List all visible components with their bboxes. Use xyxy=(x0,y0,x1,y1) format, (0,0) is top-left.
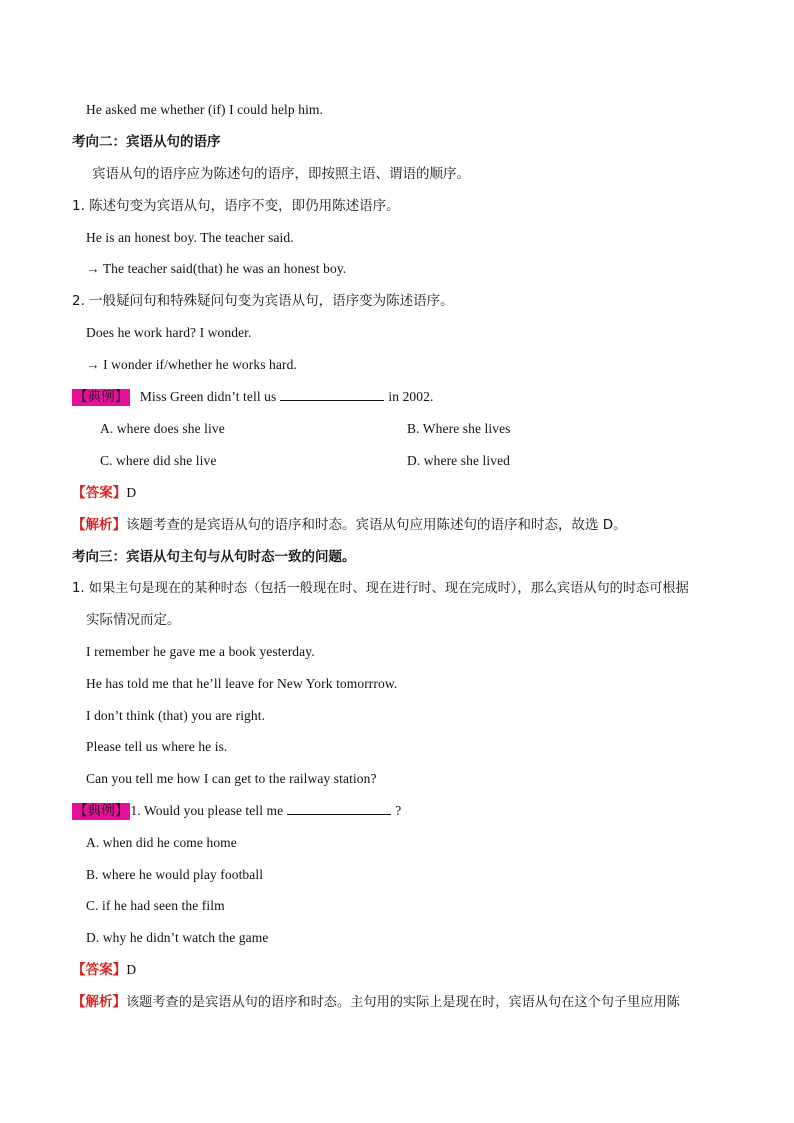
answer-tag: 【答案】 xyxy=(72,485,127,501)
example-sentence: He has told me that he’ll leave for New York tomorrrow. xyxy=(86,676,398,691)
example-sentence: He asked me whether (if) I could help him. xyxy=(86,102,323,117)
question-text: 1. Would you please tell me xyxy=(130,803,284,818)
example-sentence: I remember he gave me a book yesterday. xyxy=(86,644,315,659)
section-heading-3: 考向三：宾语从句主句与从句时态一致的问题。 xyxy=(72,549,356,565)
analysis-text: 该题考查的是宾语从句的语序和时态。主句用的实际上是现在时，宾语从句在这个句子里应用陈 xyxy=(126,995,680,1010)
option-a: A. where does she live xyxy=(100,421,225,436)
option-b: B. where he would play football xyxy=(86,867,264,882)
option-c: C. if he had seen the film xyxy=(86,898,225,913)
analysis-tag: 【解析】 xyxy=(72,994,126,1010)
example-question-2 xyxy=(72,802,401,820)
analysis-text: 该题考查的是宾语从句的语序和时态。宾语从句应用陈述句的语序和时态，故选 D。 xyxy=(126,517,627,533)
option-b: B. Where she lives xyxy=(407,421,511,436)
example-sentence: → The teacher said(that) he was an honest boy. xyxy=(86,261,347,276)
example-question-1 xyxy=(72,388,433,406)
analysis-tag: 【解析】 xyxy=(72,517,126,533)
answer-blank xyxy=(280,388,384,401)
paragraph: 宾语从句的语序应为陈述句的语序，即按照主语、谓语的顺序。 xyxy=(92,166,470,182)
example-tag: 【典例】 xyxy=(74,389,129,405)
rule-item-1: 1. 陈述句变为宾语从句，语序不变，即仍用陈述语序。 xyxy=(72,198,400,214)
question-text: in 2002. xyxy=(388,389,434,404)
option-c: C. where did she live xyxy=(100,453,217,468)
answer-line-2 xyxy=(72,961,136,979)
answer-tag: 【答案】 xyxy=(72,962,127,978)
analysis-line-2 xyxy=(72,993,680,1012)
option-d: D. why he didn’t watch the game xyxy=(86,930,269,945)
example-sentence: Please tell us where he is. xyxy=(86,739,228,754)
rule-item-continuation: 实际情况而定。 xyxy=(86,612,181,628)
answer-blank xyxy=(287,802,391,815)
option-a: A. when did he come home xyxy=(86,835,237,850)
rule-item-2: 2. 一般疑问句和特殊疑问句变为宾语从句，语序变为陈述语序。 xyxy=(72,293,454,309)
section-heading-2: 考向二：宾语从句的语序 xyxy=(72,134,221,150)
example-sentence: He is an honest boy. The teacher said. xyxy=(86,230,294,245)
analysis-line-1 xyxy=(72,516,627,534)
rule-item-1: 1. 如果主句是现在的某种时态（包括一般现在时、现在进行时、现在完成时），那么宾语从句的时态可根据 xyxy=(72,581,689,596)
example-sentence: Can you tell me how I can get to the railway station? xyxy=(86,771,377,786)
example-tag: 【典例】 xyxy=(74,803,129,819)
answer-value: D xyxy=(126,962,137,977)
question-text: Miss Green didn’t tell us xyxy=(139,389,277,404)
example-sentence: I don’t think (that) you are right. xyxy=(86,708,266,723)
example-sentence: Does he work hard? I wonder. xyxy=(86,325,252,340)
question-text: ? xyxy=(395,803,402,818)
example-sentence: → I wonder if/whether he works hard. xyxy=(86,357,297,372)
option-d: D. where she lived xyxy=(407,453,511,468)
answer-line-1 xyxy=(72,484,136,502)
answer-value: D xyxy=(126,485,137,500)
